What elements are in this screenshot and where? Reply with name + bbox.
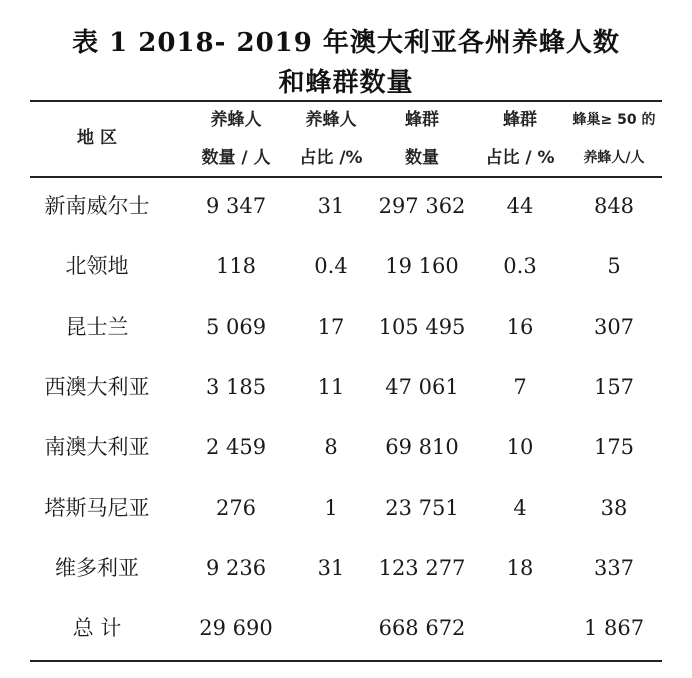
cell-beekeepers-count: 5 069 <box>205 314 267 339</box>
cell-region: 总 计 <box>72 616 122 641</box>
header-region: 地 区 <box>77 128 117 148</box>
cell-large-apiary-beekeepers: 175 <box>593 435 635 460</box>
header-large-apiary-beekeepers-line-1: 蜂巢≥ 50 的 <box>572 112 656 128</box>
cell-large-apiary-beekeepers: 337 <box>593 555 635 580</box>
cell-colonies-count: 23 751 <box>385 495 459 520</box>
cell-beekeepers-share: 31 <box>317 555 345 580</box>
cell-beekeepers-count: 9 236 <box>205 555 267 580</box>
cell-beekeepers-count: 2 459 <box>205 435 267 460</box>
cell-region: 北领地 <box>65 254 129 279</box>
cell-region: 南澳大利亚 <box>44 435 150 460</box>
cell-colonies-share: 44 <box>506 194 534 218</box>
header-colonies-count-line-2: 数量 <box>405 148 439 168</box>
cell-large-apiary-beekeepers: 848 <box>593 194 635 218</box>
cell-beekeepers-share: 8 <box>324 435 338 460</box>
cell-colonies-share: 16 <box>506 314 534 339</box>
cell-beekeepers-count: 29 690 <box>199 616 273 641</box>
cell-beekeepers-count: 118 <box>215 254 257 279</box>
header-beekeepers-count-line-2: 数量 / 人 <box>201 148 271 168</box>
header-colonies-share-line-1: 蜂群 <box>503 110 537 130</box>
header-colonies-count-line-1: 蜂群 <box>405 110 439 130</box>
cell-beekeepers-share: 0.4 <box>314 254 348 279</box>
cell-colonies-share: 0.3 <box>503 254 537 279</box>
header-colonies-share-line-2: 占比 / % <box>485 148 555 168</box>
cell-region: 塔斯马尼亚 <box>44 495 150 520</box>
cell-colonies-count: 19 160 <box>385 254 459 279</box>
header-beekeepers-share-line-2: 占比 /% <box>299 148 363 168</box>
cell-beekeepers-share: 17 <box>317 314 345 339</box>
cell-colonies-count: 123 277 <box>378 555 466 580</box>
header-rule <box>30 176 662 178</box>
table-title-line-1: 表 1 2018- 2019 年澳大利亚各州养蜂人数 <box>72 28 620 58</box>
cell-region: 西澳大利亚 <box>44 374 150 399</box>
cell-beekeepers-share: 11 <box>317 374 345 399</box>
cell-colonies-share: 4 <box>513 495 527 520</box>
cell-large-apiary-beekeepers: 5 <box>607 254 621 279</box>
header-beekeepers-count-line-1: 养蜂人 <box>210 110 262 130</box>
cell-beekeepers-count: 3 185 <box>205 374 267 399</box>
header-beekeepers-share-line-1: 养蜂人 <box>305 110 357 130</box>
cell-colonies-count: 47 061 <box>385 374 459 399</box>
cell-region: 新南威尔士 <box>44 194 150 218</box>
cell-colonies-count: 297 362 <box>378 194 466 218</box>
cell-colonies-count: 105 495 <box>378 314 466 339</box>
cell-colonies-share: 10 <box>506 435 534 460</box>
cell-beekeepers-share: 1 <box>324 495 338 520</box>
cell-colonies-share: 18 <box>506 555 534 580</box>
cell-beekeepers-count: 276 <box>215 495 257 520</box>
cell-beekeepers-count: 9 347 <box>205 194 267 218</box>
header-large-apiary-beekeepers-line-2: 养蜂人/人 <box>583 150 645 166</box>
cell-region: 昆士兰 <box>65 314 129 339</box>
bottom-rule <box>30 660 662 662</box>
cell-large-apiary-beekeepers: 157 <box>593 374 635 399</box>
cell-colonies-share: 7 <box>513 374 527 399</box>
cell-large-apiary-beekeepers: 307 <box>593 314 635 339</box>
cell-colonies-count: 69 810 <box>385 435 459 460</box>
cell-large-apiary-beekeepers: 38 <box>600 495 628 520</box>
cell-large-apiary-beekeepers: 1 867 <box>583 616 645 641</box>
cell-colonies-count: 668 672 <box>378 616 466 641</box>
table-title-line-2: 和蜂群数量 <box>278 68 414 98</box>
top-rule <box>30 100 662 102</box>
cell-region: 维多利亚 <box>55 555 139 580</box>
cell-beekeepers-share: 31 <box>317 194 345 218</box>
